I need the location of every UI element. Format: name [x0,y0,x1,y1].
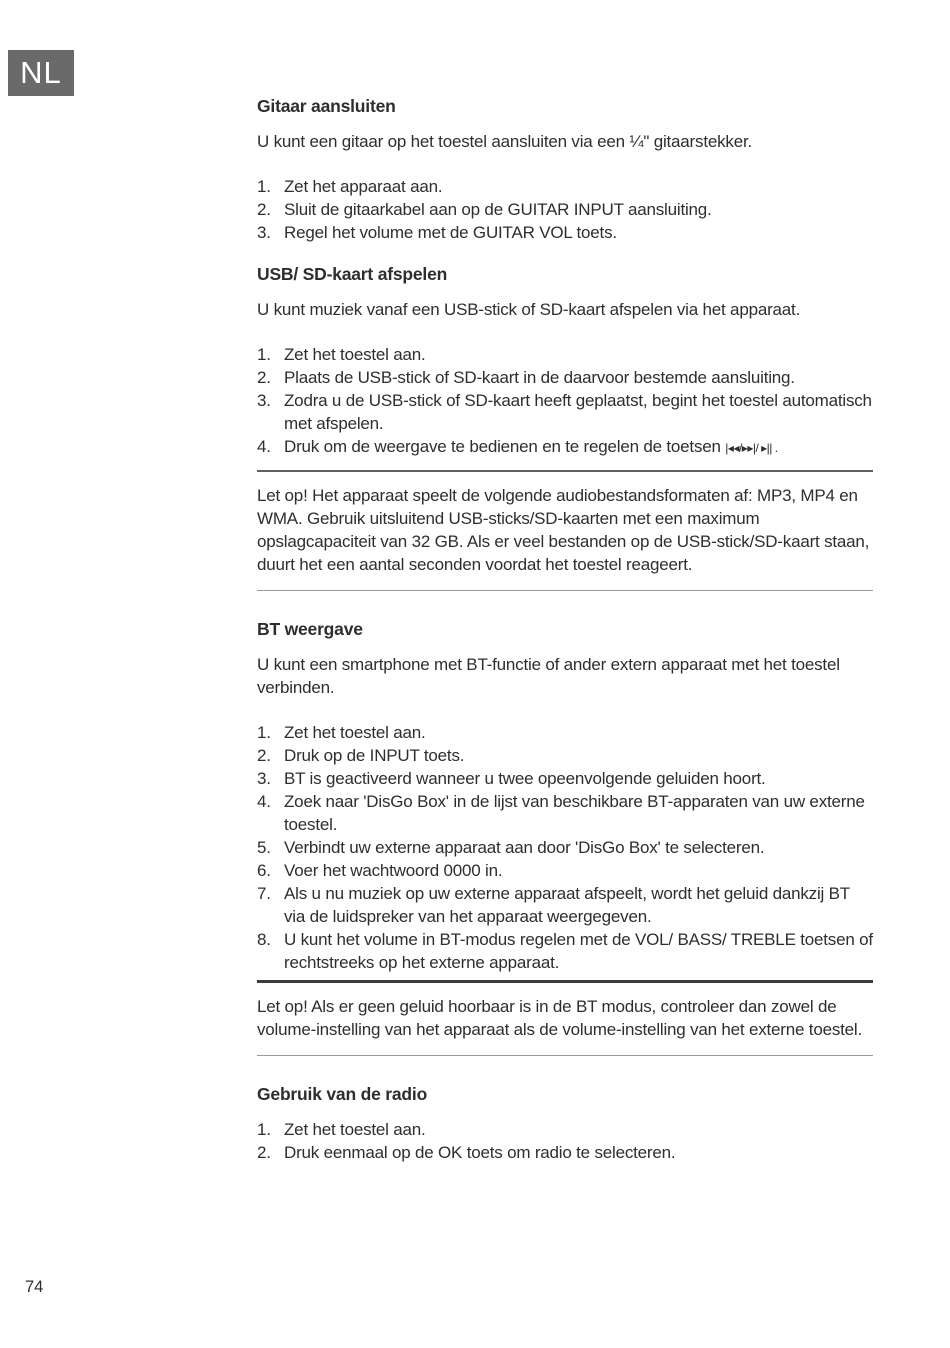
step-item: Voer het wachtwoord 0000 in. [284,861,503,880]
step-item: Zet het toestel aan. [284,1120,426,1139]
step-item: Verbindt uw externe apparaat aan door 'DisGo Box' te selecteren. [284,838,765,857]
step-item: Zet het toestel aan. [284,345,426,364]
step-item: U kunt het volume in BT-modus regelen met de VOL/ BASS/ TREBLE toetsen of rechtstreeks op het externe apparaat. [284,930,873,972]
section-intro: U kunt een smartphone met BT-functie of ander extern apparaat met het toestel verbinden. [257,655,840,697]
steps-list [257,175,873,244]
section-usb-sd-kaart [257,264,873,591]
step-item: BT is geactiveerd wanneer u twee opeenvolgende geluiden hoort. [284,769,766,788]
section-heading: Gebruik van de radio [257,1084,428,1104]
language-tab: NL [8,50,74,96]
section-heading: BT weergave [257,619,363,639]
section-intro: U kunt een gitaar op het toestel aansluiten via een ¼" gitaarstekker. [257,132,752,151]
step-item: Regel het volume met de GUITAR VOL toets. [284,223,617,242]
section-heading: Gitaar aansluiten [257,96,396,116]
note-usb-formats: Let op! Het apparaat speelt de volgende audiobestandsformaten af: MP3, MP4 en WMA. Gebruik uitsluitend USB-sticks/SD-kaarten met een maximum opslagcapaciteit van 32 GB. Als er veel bestanden op de USB-stick/SD-kaart staan, duurt het een aantal seconden voordat het toestel reageert. [257,470,873,591]
step-item: Druk op de INPUT toets. [284,746,465,765]
steps-list [257,721,873,974]
step-item [257,435,873,460]
step-item: Plaats de USB-stick of SD-kaart in de daarvoor bestemde aansluiting. [284,368,795,387]
step-text: Druk om de weergave te bedienen en te regelen de toetsen [284,437,726,456]
step-item: Sluit de gitaarkabel aan op de GUITAR INPUT aansluiting. [284,200,712,219]
media-control-icons: |◂◂/▸▸|/ ▸|| . [725,441,778,455]
steps-list [257,1118,873,1164]
step-item: Zodra u de USB-stick of SD-kaart heeft geplaatst, begint het toestel automatisch met afspelen. [284,391,872,433]
step-item: Zet het apparaat aan. [284,177,443,196]
manual-page-content [257,96,873,1164]
step-item: Zoek naar 'DisGo Box' in de lijst van beschikbare BT-apparaten van uw externe toestel. [284,792,865,834]
step-item: Als u nu muziek op uw externe apparaat afspeelt, wordt het geluid dankzij BT via de luidspreker van het apparaat weergegeven. [284,884,850,926]
section-bt-weergave [257,619,873,1056]
section-heading: USB/ SD-kaart afspelen [257,264,448,284]
page-number: 74 [25,1278,44,1296]
note-bt-volume: Let op! Als er geen geluid hoorbaar is in de BT modus, controleer dan zowel de volume-instelling van het apparaat als de volume-instelling van het externe toestel. [257,980,873,1056]
step-item: Druk eenmaal op de OK toets om radio te selecteren. [284,1143,676,1162]
section-intro: U kunt muziek vanaf een USB-stick of SD-kaart afspelen via het apparaat. [257,300,801,319]
section-radio [257,1084,873,1164]
section-gitaar-aansluiten [257,96,873,244]
step-item: Zet het toestel aan. [284,723,426,742]
steps-list [257,343,873,460]
